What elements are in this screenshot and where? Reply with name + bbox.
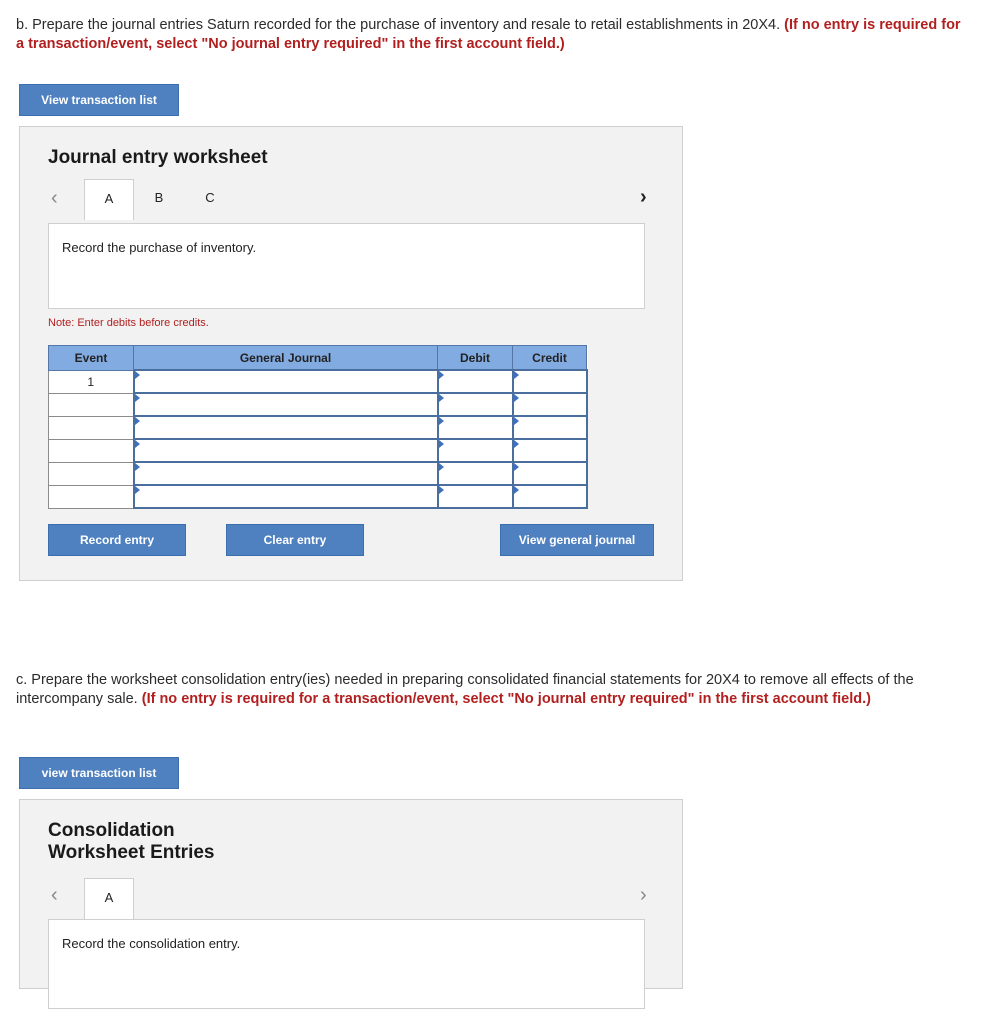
event-cell (49, 416, 134, 439)
account-select[interactable] (134, 485, 438, 508)
debit-input[interactable] (438, 393, 513, 416)
debit-input[interactable] (438, 439, 513, 462)
debit-input[interactable] (438, 370, 513, 393)
entry-prompt: Record the purchase of inventory. (62, 240, 257, 255)
account-select[interactable] (134, 439, 438, 462)
column-event: Event (49, 346, 134, 371)
question-c (16, 671, 966, 708)
chevron-left-icon[interactable]: ‹ (51, 187, 58, 209)
column-debit: Debit (438, 346, 513, 371)
journal-header-row (49, 346, 587, 371)
consolidation-prompt-box (48, 919, 645, 1009)
account-select[interactable] (134, 393, 438, 416)
credit-input[interactable] (513, 485, 587, 508)
question-b (16, 16, 966, 53)
view-transaction-list-button[interactable]: View transaction list (19, 84, 179, 116)
chevron-right-icon[interactable]: › (640, 884, 647, 906)
table-row (49, 393, 587, 416)
tab-b[interactable]: B (154, 190, 164, 205)
credit-input[interactable] (513, 462, 587, 485)
debit-credit-note: Note: Enter debits before credits. (48, 317, 209, 329)
question-c-instruction: (If no entry is required for a transaction/event, select "No journal entry required" in the first account field.) (141, 690, 871, 707)
entry-prompt-box (48, 223, 645, 309)
column-general-journal: General Journal (134, 346, 438, 371)
account-select[interactable] (134, 462, 438, 485)
consolidation-title-line1: Consolidation (48, 820, 175, 841)
credit-input[interactable] (513, 416, 587, 439)
tab-c[interactable]: C (205, 190, 215, 205)
event-cell (49, 439, 134, 462)
consolidation-worksheet-panel (19, 799, 683, 989)
journal-entry-worksheet-panel (19, 126, 683, 581)
tab-bar (20, 179, 682, 219)
question-b-instruction: (If no entry is required for a transaction/event, select "No journal entry required" in the first account field.) (16, 17, 961, 52)
account-select[interactable] (134, 370, 438, 393)
chevron-left-icon[interactable]: ‹ (51, 884, 58, 906)
event-cell: 1 (49, 370, 134, 393)
account-select[interactable] (134, 416, 438, 439)
table-row (49, 485, 587, 508)
consolidation-tab-bar (20, 878, 682, 918)
event-cell (49, 393, 134, 416)
credit-input[interactable] (513, 439, 587, 462)
tab-a[interactable]: A (84, 179, 134, 220)
view-general-journal-button[interactable]: View general journal (500, 524, 654, 556)
worksheet-title: Journal entry worksheet (48, 147, 268, 168)
debit-input[interactable] (438, 485, 513, 508)
question-c-text: c. Prepare the worksheet consolidation entry(ies) needed in preparing consolidated financial statements for 20X4 to remove all effects of the intercompany sale. (16, 672, 914, 707)
record-entry-button[interactable]: Record entry (48, 524, 186, 556)
view-transaction-list-button-c[interactable]: view transaction list (19, 757, 179, 789)
question-b-text: b. Prepare the journal entries Saturn recorded for the purchase of inventory and resale to retail establishments in 20X4. (16, 17, 781, 33)
table-row (49, 416, 587, 439)
debit-input[interactable] (438, 462, 513, 485)
event-cell (49, 485, 134, 508)
credit-input[interactable] (513, 370, 587, 393)
clear-entry-button[interactable]: Clear entry (226, 524, 364, 556)
column-credit: Credit (513, 346, 587, 371)
journal-table (48, 345, 588, 509)
table-row (49, 439, 587, 462)
table-row (49, 370, 587, 393)
table-row (49, 462, 587, 485)
consolidation-prompt: Record the consolidation entry. (62, 936, 241, 951)
event-cell (49, 462, 134, 485)
credit-input[interactable] (513, 393, 587, 416)
consolidation-title-line2: Worksheet Entries (48, 842, 215, 863)
consolidation-tab-a[interactable]: A (84, 878, 134, 919)
chevron-right-icon[interactable]: › (640, 186, 647, 208)
debit-input[interactable] (438, 416, 513, 439)
